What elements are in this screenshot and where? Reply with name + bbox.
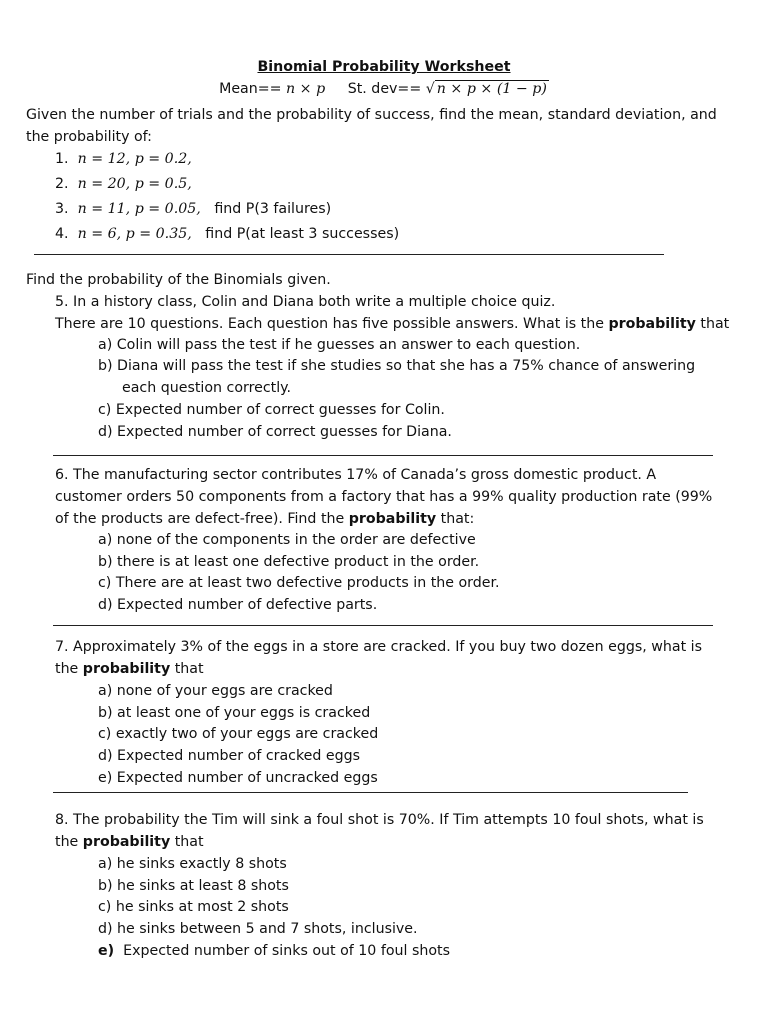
- q6-part-c: c) There are at least two defective products in the order.: [98, 575, 500, 591]
- q8-line2-bold: probability: [82, 834, 171, 850]
- q6-part-a: a) none of the components in the order are defective: [98, 532, 476, 548]
- q8-part-c: c) he sinks at most 2 shots: [98, 899, 289, 915]
- item-math: n = 20, p = 0.5,: [77, 176, 192, 192]
- q5-line1: 5. In a history class, Colin and Diana both write a multiple choice quiz.: [55, 294, 556, 310]
- q7-part-d: d) Expected number of cracked eggs: [98, 748, 361, 764]
- problem-item: [55, 150, 192, 168]
- q6-part-b: b) there is at least one defective product in the order.: [98, 554, 480, 570]
- item-math: n = 6, p = 0.35,: [77, 226, 192, 242]
- divider: [53, 455, 713, 456]
- item-text: find P(at least 3 successes): [205, 226, 400, 242]
- sd-formula: n × p × (1 − p): [436, 81, 547, 97]
- q5-line2-bold: probability: [608, 316, 696, 332]
- q7-part-b: b) at least one of your eggs is cracked: [98, 705, 371, 721]
- q5-part-d: d) Expected number of correct guesses for Diana.: [98, 424, 452, 440]
- q8-part-d: d) he sinks between 5 and 7 shots, inclusive.: [98, 921, 418, 937]
- q8-part-e: [98, 942, 450, 960]
- item-number: 4.: [55, 226, 69, 242]
- section1-intro-line2: the probability of:: [26, 129, 152, 145]
- q8-part-e-label: e): [98, 943, 115, 959]
- mean-formula: = n × p: [269, 81, 326, 97]
- sd-formula-prefix: = √: [409, 81, 435, 97]
- q5-part-b-line2: each question correctly.: [122, 380, 292, 396]
- q5-part-c: c) Expected number of correct guesses for Colin.: [98, 402, 445, 418]
- problem-item: [55, 200, 331, 218]
- q6-part-d: d) Expected number of defective parts.: [98, 597, 378, 613]
- mean-label: Mean=: [219, 81, 270, 97]
- divider: [53, 625, 713, 626]
- divider: [53, 792, 688, 793]
- section1-intro-line1: Given the number of trials and the probability of success, find the mean, standard deviation, and: [26, 107, 717, 123]
- q6-line3-pre: of the products are defect-free). Find the: [55, 511, 349, 527]
- q6-line2: customer orders 50 components from a factory that has a 99% quality production rate (99%: [55, 489, 713, 505]
- section2-intro: Find the probability of the Binomials given.: [26, 272, 331, 288]
- q6-line3-post: that:: [436, 511, 475, 527]
- q7-line2-bold: probability: [82, 661, 171, 677]
- formula-line: [0, 80, 768, 98]
- q7-part-c: c) exactly two of your eggs are cracked: [98, 726, 379, 742]
- q8-line2-post: that: [170, 834, 204, 850]
- q5-line2: [55, 315, 729, 333]
- problem-item: [55, 225, 399, 243]
- item-number: 3.: [55, 201, 69, 217]
- q8-part-b: b) he sinks at least 8 shots: [98, 878, 289, 894]
- q8-line2: [55, 833, 204, 851]
- q5-line2-post: that: [695, 316, 730, 332]
- item-text: find P(3 failures): [214, 201, 332, 217]
- q7-line2: [55, 660, 204, 678]
- worksheet-title: Binomial Probability Worksheet: [257, 59, 511, 75]
- item-number: 1.: [55, 151, 69, 167]
- q7-line2-pre: the: [55, 661, 83, 677]
- q7-part-a: a) none of your eggs are cracked: [98, 683, 333, 699]
- item-math: n = 11, p = 0.05,: [77, 201, 201, 217]
- q5-part-a: a) Colin will pass the test if he guesses an answer to each question.: [98, 337, 581, 353]
- divider: [34, 254, 664, 255]
- q8-part-e-text: Expected number of sinks out of 10 foul shots: [123, 943, 450, 959]
- sd-label: St. dev=: [347, 81, 410, 97]
- item-number: 2.: [55, 176, 69, 192]
- q7-line1: 7. Approximately 3% of the eggs in a store are cracked. If you buy two dozen eggs, what is: [55, 639, 702, 655]
- item-math: n = 12, p = 0.2,: [77, 151, 192, 167]
- q7-line2-post: that: [170, 661, 204, 677]
- q8-line2-pre: the: [55, 834, 83, 850]
- q6-line1: 6. The manufacturing sector contributes 17% of Canada’s gross domestic product. A: [55, 467, 657, 483]
- q7-part-e: e) Expected number of uncracked eggs: [98, 770, 378, 786]
- q6-line3-bold: probability: [348, 511, 437, 527]
- problem-item: [55, 175, 192, 193]
- q8-part-a: a) he sinks exactly 8 shots: [98, 856, 287, 872]
- q6-line3: [55, 510, 474, 528]
- q5-part-b-line1: b) Diana will pass the test if she studies so that she has a 75% chance of answering: [98, 358, 696, 374]
- q8-line1: 8. The probability the Tim will sink a foul shot is 70%. If Tim attempts 10 foul shots, what is: [55, 812, 704, 828]
- q5-line2-pre: There are 10 questions. Each question has five possible answers. What is the: [55, 316, 609, 332]
